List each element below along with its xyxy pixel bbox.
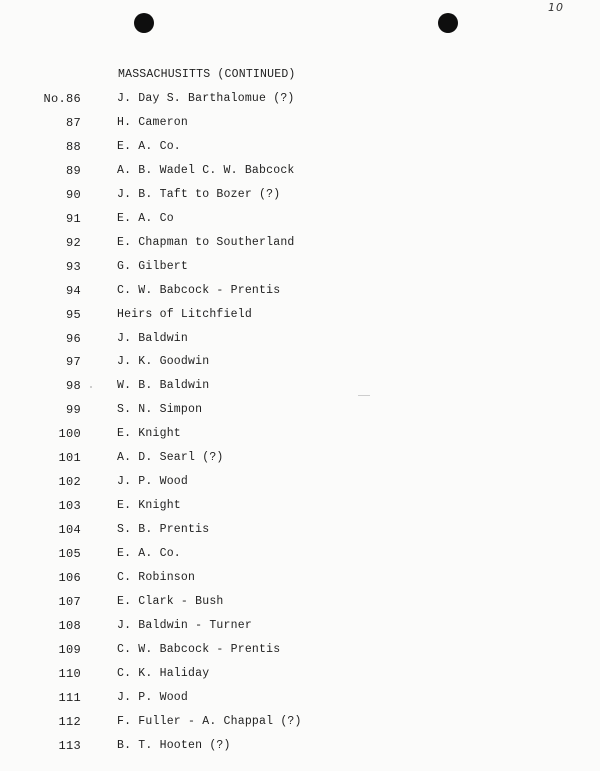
entry-number: 113	[58, 738, 81, 753]
entry-name: E. Chapman to Southerland	[117, 235, 295, 249]
list-item	[0, 523, 600, 541]
page-title: MASSACHUSITTS (CONTINUED)	[118, 68, 296, 81]
entry-name: E. Clark - Bush	[117, 595, 224, 608]
list-item	[0, 284, 600, 302]
entry-number: 98	[65, 379, 81, 394]
entry-number: 112	[58, 714, 81, 729]
list-item	[0, 308, 600, 326]
list-item	[0, 571, 600, 589]
entry-number: 95	[65, 307, 81, 322]
entry-number: 111	[58, 690, 81, 705]
entry-name: B. T. Hooten (?)	[117, 738, 231, 752]
entry-number: 104	[58, 523, 81, 538]
entry-number: 105	[58, 547, 81, 561]
list-item	[0, 116, 600, 134]
list-item	[0, 140, 600, 158]
list-item	[0, 92, 600, 110]
entry-name: J. Day S. Barthalomue (?)	[117, 92, 295, 105]
entry-name: C. W. Babcock - Prentis	[117, 642, 281, 656]
entry-name: J. Baldwin - Turner	[117, 618, 252, 632]
entry-name: C. Robinson	[117, 571, 196, 584]
entry-name: J. Baldwin	[117, 331, 189, 345]
list-item	[0, 499, 600, 517]
list-item	[0, 739, 600, 757]
list-item	[0, 332, 600, 350]
entry-name: E. Knight	[117, 427, 181, 441]
entry-name: Heirs of Litchfield	[117, 307, 252, 321]
entry-name: J. P. Wood	[117, 690, 189, 704]
entry-number: 99	[65, 403, 81, 418]
entry-name: C. W. Babcock - Prentis	[117, 283, 281, 297]
entry-name: E. A. Co.	[117, 139, 181, 153]
list-item	[0, 236, 600, 254]
entry-number: 96	[65, 331, 81, 346]
entry-name: S. B. Prentis	[117, 523, 210, 537]
entry-name: E. A. Co.	[117, 547, 181, 560]
entry-name: W. B. Baldwin	[117, 379, 210, 393]
list-item	[0, 595, 600, 613]
list-item	[0, 451, 600, 469]
entry-number: 97	[65, 355, 81, 370]
entry-number: 109	[58, 642, 81, 657]
list-item	[0, 475, 600, 493]
list-item	[0, 619, 600, 637]
entry-number: 94	[65, 283, 81, 298]
punch-hole-right	[438, 13, 458, 33]
entry-number: 92	[65, 235, 81, 250]
punch-hole-left	[134, 13, 154, 33]
paper-speck	[358, 395, 370, 396]
entry-name: C. K. Haliday	[117, 666, 210, 680]
entry-name: J. K. Goodwin	[117, 355, 210, 369]
list-item	[0, 667, 600, 685]
list-item	[0, 164, 600, 182]
list-item	[0, 212, 600, 230]
entry-number: 108	[58, 618, 81, 633]
entry-number: 102	[58, 475, 81, 490]
entry-number: 106	[58, 571, 81, 585]
list-item	[0, 427, 600, 445]
list-item	[0, 260, 600, 278]
entry-number: 101	[58, 451, 81, 466]
list-item	[0, 643, 600, 661]
list-item	[0, 355, 600, 373]
entry-number: 110	[58, 666, 81, 681]
entry-number: 90	[65, 187, 81, 202]
entry-number: 87	[65, 116, 81, 130]
entry-name: F. Fuller - A. Chappal (?)	[117, 714, 302, 728]
entry-name: S. N. Simpon	[117, 403, 203, 417]
entry-number: 100	[58, 427, 81, 442]
entry-number: 103	[58, 499, 81, 514]
list-item	[0, 403, 600, 421]
list-item	[0, 691, 600, 709]
entry-name: E. Knight	[117, 499, 181, 513]
entry-number: No.86	[43, 92, 81, 106]
entry-number: 91	[65, 211, 81, 226]
page-number: 10	[548, 1, 564, 14]
entry-name: G. Gilbert	[117, 259, 189, 273]
paper-speck	[90, 386, 92, 388]
list-item	[0, 715, 600, 733]
entry-name: A. D. Searl (?)	[117, 451, 224, 465]
entry-name: E. A. Co	[117, 211, 174, 225]
entry-number: 88	[65, 139, 81, 154]
entry-name: H. Cameron	[117, 116, 189, 129]
entry-name: J. B. Taft to Bozer (?)	[117, 187, 281, 201]
list-item	[0, 188, 600, 206]
list-item	[0, 547, 600, 565]
entry-name: A. B. Wadel C. W. Babcock	[117, 163, 295, 177]
entry-number: 107	[58, 595, 81, 609]
entry-number: 89	[65, 163, 81, 178]
entry-number: 93	[65, 259, 81, 274]
list-item	[0, 379, 600, 397]
entry-name: J. P. Wood	[117, 475, 189, 489]
